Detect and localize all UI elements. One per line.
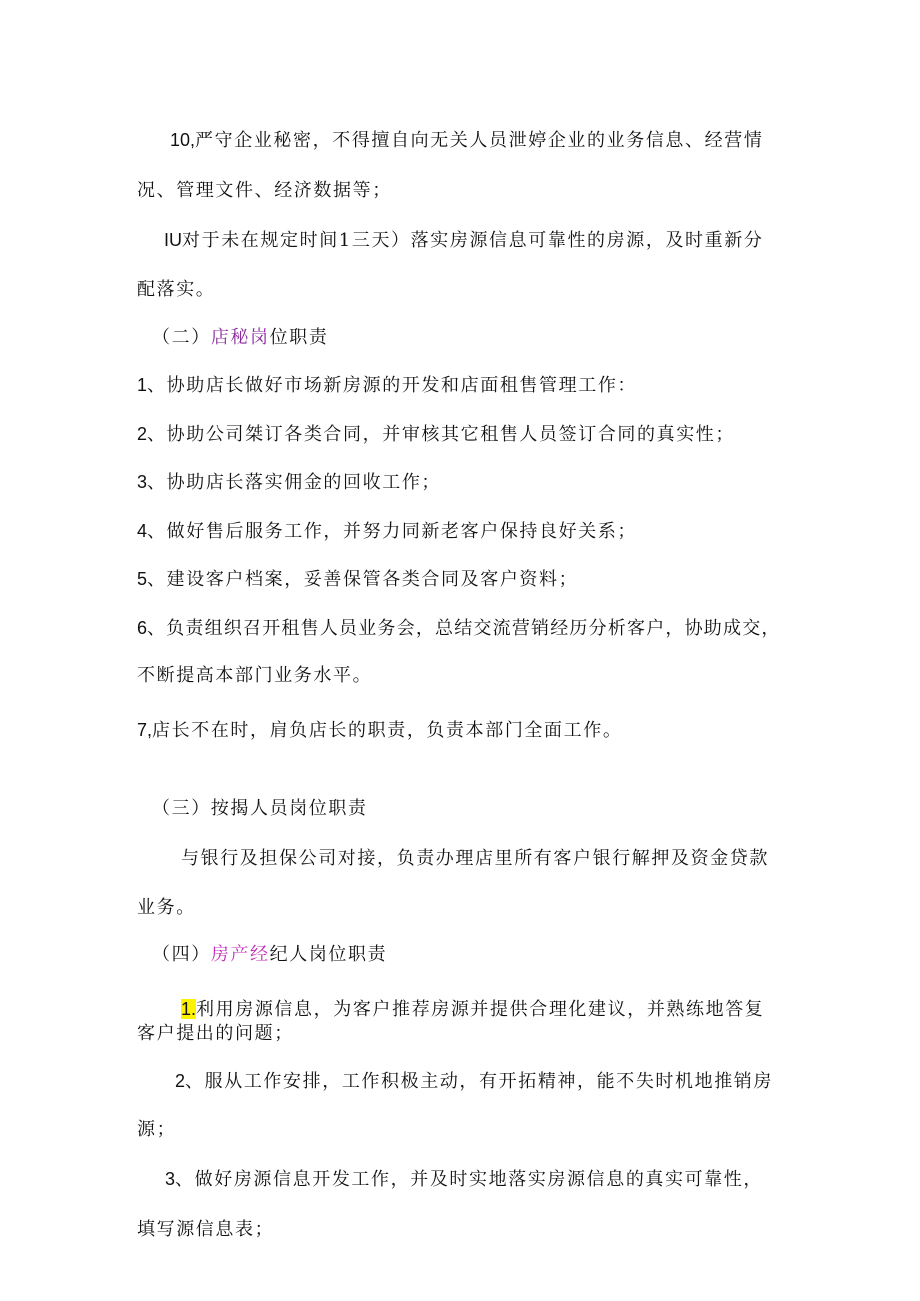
secretary-item-number: 4	[137, 521, 148, 541]
agent-item-1-text: 利用房源信息，为客户推荐房源并提供合理化建议，并熟练地答复	[196, 999, 765, 1020]
secretary-item-number: 2	[137, 424, 148, 444]
heading-suffix: 纪人岗位职责	[269, 944, 388, 965]
secretary-item-number: 7,	[137, 720, 153, 740]
mortgage-line-2: 业务。	[137, 897, 196, 918]
secretary-item-6	[137, 616, 781, 641]
item-10-line-2: 况、管理文件、经济数据等；	[137, 180, 392, 201]
agent-item-2-text: 、服从工作安排，工作积极主动，有开拓精神，能不失时机地推销房	[185, 1071, 774, 1092]
secretary-item-text: 不断提高本部门业务水平。	[137, 665, 373, 686]
heading-prefix: （四）	[152, 944, 211, 965]
secretary-item-3	[137, 470, 441, 495]
secretary-item-number: 1	[137, 375, 148, 395]
agent-item-3-line-2: 填写源信息表；	[137, 1219, 275, 1240]
agent-item-1-number: 1.	[181, 999, 197, 1019]
agent-item-3-text: 、做好房源信息开发工作，并及时实地落实房源信息的真实可靠性，	[175, 1169, 764, 1190]
agent-item-3-number: 3	[165, 1169, 176, 1189]
secretary-item-1	[137, 373, 637, 398]
secretary-item-text: 、做好售后服务工作，并努力同新老客户保持良好关系；	[147, 521, 638, 542]
item-10-number: 10,	[170, 130, 196, 150]
secretary-item-text: 、协助公司桀订各类合同，并审核其它租售人员签订合同的真实性；	[147, 424, 736, 445]
secretary-item-text: 店长不在时，肩负店长的职责，负责本部门全面工作。	[152, 720, 623, 741]
secretary-item-text: 、建设客户档案，妥善保管各类合同及客户资料；	[147, 569, 579, 590]
agent-item-2-line-1	[175, 1069, 773, 1094]
section-heading-mortgage: （三）按揭人员岗位职责	[152, 798, 368, 819]
secretary-item-number: 3	[137, 472, 148, 492]
item-11-text: 对于未在规定时间1三天）落实房源信息可靠性的房源，及时重新分	[182, 230, 764, 251]
secretary-item-text: 、负责组织召开租售人员业务会，总结交流营销经历分析客户，协助成交，	[147, 618, 781, 639]
heading-suffix: 位职责	[269, 327, 329, 348]
secretary-item-text: 、协助店长做好市场新房源的开发和店面租售管理工作：	[147, 375, 638, 396]
item-10-text: 严守企业秘密，不得擅自向无关人员泄婷企业的业务信息、经营情	[195, 130, 764, 151]
heading-colored: 店秘岗	[210, 327, 270, 348]
heading-prefix: （二）	[152, 327, 211, 348]
agent-item-2-line-2: 源；	[137, 1119, 177, 1140]
secretary-item-text: 、协助店长落实佣金的回收工作；	[147, 472, 442, 493]
secretary-item-7	[137, 718, 622, 743]
section-heading-agent	[152, 943, 387, 967]
secretary-item-2	[137, 422, 735, 447]
secretary-item-5	[137, 567, 578, 592]
item-10-line-1	[170, 128, 763, 153]
agent-item-3-line-1	[165, 1167, 763, 1192]
secretary-item-6-cont	[137, 663, 372, 688]
agent-item-2-number: 2	[175, 1071, 186, 1091]
item-11-line-1	[164, 228, 763, 253]
agent-item-1-line-2: 客户提出的问题；	[137, 1023, 294, 1044]
section-heading-secretary	[152, 326, 328, 350]
secretary-item-number: 5	[137, 569, 148, 589]
item-11-number: IU	[164, 230, 182, 250]
item-11-line-2: 配落实。	[137, 279, 216, 300]
heading-colored: 房产经	[210, 944, 270, 965]
secretary-item-4	[137, 519, 637, 544]
secretary-item-number: 6	[137, 618, 148, 638]
mortgage-line-1: 与银行及担保公司对接，负责办理店里所有客户银行解押及资金贷款	[181, 848, 769, 869]
agent-item-1-line-1	[181, 997, 764, 1022]
